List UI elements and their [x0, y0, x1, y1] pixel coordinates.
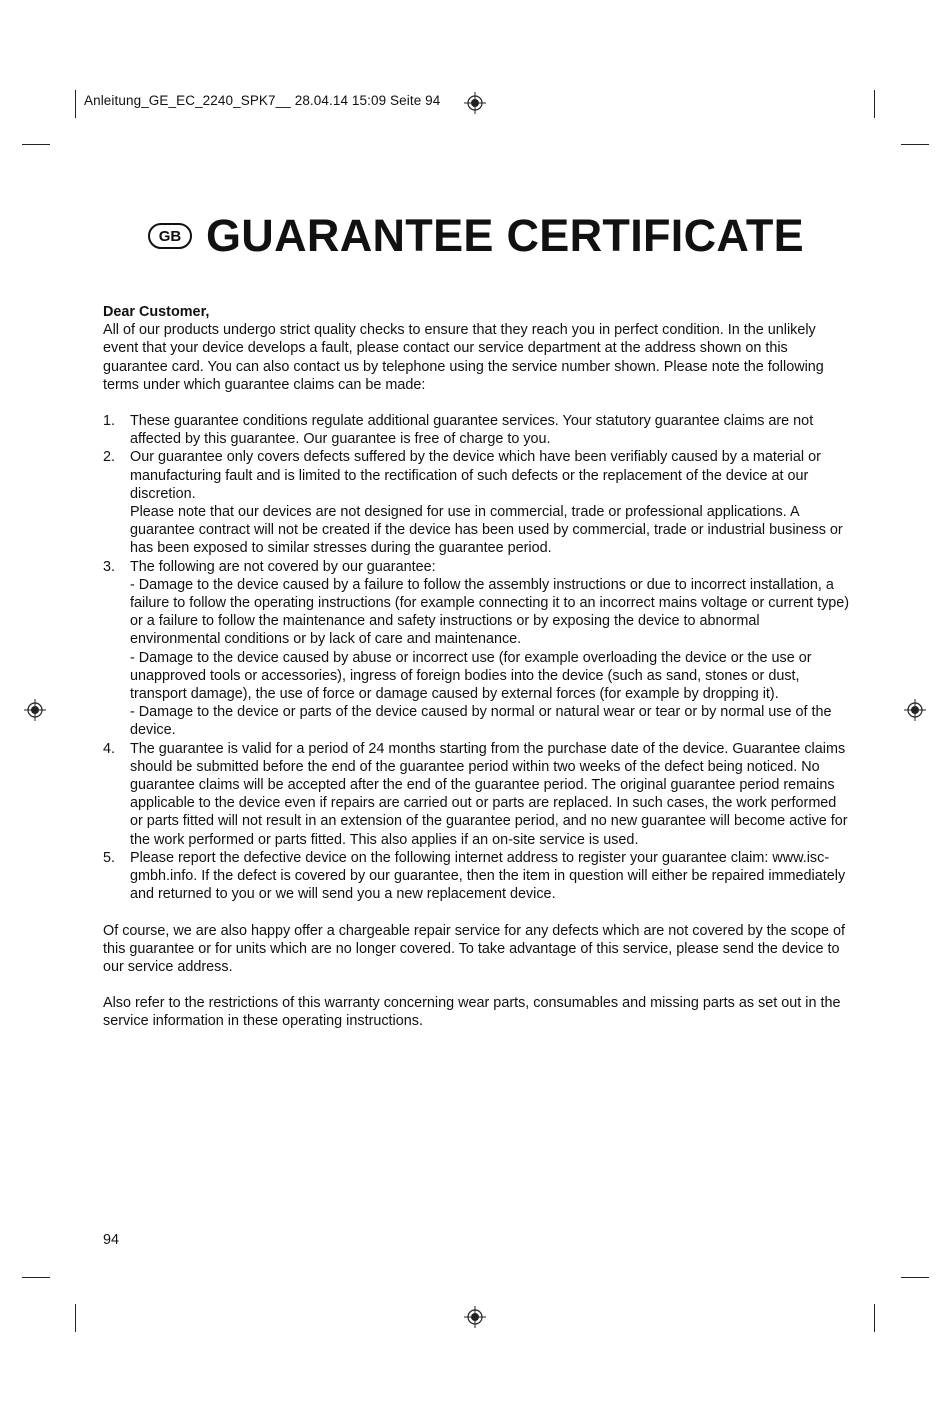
crop-mark [22, 144, 50, 145]
repair-paragraph: Of course, we are also happy offer a chargeable repair service for any defects which are not covered by the scope of this guarantee or for units which are no longer covered. To take advantage of this service, please send the device to our service address. [103, 922, 846, 975]
list-paragraph: Please report the defective device on the following internet address to register your guarantee claim: www.isc-gmbh.info. If the defect is covered by our guarantee, then the item in question will either be repaired immediately and returned to you or we will send you a new replacement device. [130, 849, 846, 903]
list-item-body [130, 558, 851, 740]
list-paragraph: The guarantee is valid for a period of 24 months starting from the purchase date of the device. Guarantee claims should be submitted before the end of the guarantee period within two weeks of the defect being noticed. No guarantee claims will be accepted after the end of the guarantee period. The original guarantee period remains applicable to the device even if repairs are carried out or parts are replaced. In such cases, the work performed or parts fitted will not result in an extension of the guarantee period, and no new guarantee will become active for the work performed or parts fitted. This also applies if an on-site service is used. [130, 740, 848, 848]
crop-mark [901, 1277, 929, 1278]
intro-paragraph: All of our products undergo strict quality checks to ensure that they reach you in perfect condition. In the unlikely event that your device develops a fault, please contact our service department at the address shown on this guarantee card. You can also contact us by telephone using the service number shown. Please note the following terms under which guarantee claims can be made: [103, 322, 824, 393]
list-item-body [130, 448, 851, 557]
spacer [103, 976, 851, 994]
list-item-body [130, 849, 851, 904]
terms-list [103, 412, 851, 903]
crop-mark [874, 1304, 875, 1332]
spacer [103, 394, 851, 412]
list-item [103, 412, 851, 448]
crop-mark [874, 90, 875, 118]
print-header: Anleitung_GE_EC_2240_SPK7__ 28.04.14 15:09 Seite 94 [84, 93, 441, 108]
page-title: GUARANTEE CERTIFICATE [206, 210, 804, 261]
list-number: 5. [103, 849, 116, 866]
list-item [103, 448, 851, 557]
list-paragraph: - Damage to the device caused by a failure to follow the assembly instructions or due to incorrect installation, a failure to follow the operating instructions (for example connecting it to an incorrect mains voltage or current type) or a failure to follow the maintenance and safety instructions or by exposing the device to abnormal environmental conditions or by lack of care and maintenance. [130, 576, 850, 648]
list-item [103, 558, 851, 740]
list-paragraph: Our guarantee only covers defects suffered by the device which have been verifiably caused by a material or manufacturing fault and is limited to the rectification of such defects or the replacement of the device at our discretion. [130, 449, 821, 502]
registration-mark-icon [904, 699, 926, 721]
language-badge: GB [148, 223, 192, 249]
list-number: 2. [103, 449, 116, 466]
restrictions-paragraph: Also refer to the restrictions of this warranty concerning wear parts, consumables and missing parts as set out in the service information in these operating instructions. [103, 995, 841, 1030]
registration-mark-icon [464, 92, 486, 114]
spacer [103, 904, 851, 922]
list-number: 3. [103, 558, 116, 575]
list-paragraph: The following are not covered by our guarantee: [130, 558, 436, 575]
registration-mark-icon [24, 699, 46, 721]
list-item [103, 740, 851, 849]
list-paragraph: These guarantee conditions regulate additional guarantee services. Your statutory guarantee claims are not affected by this guarantee. Our guarantee is free of charge to you. [130, 413, 814, 448]
crop-mark [22, 1277, 50, 1278]
list-number: 1. [103, 413, 116, 430]
page-number: 94 [103, 1232, 120, 1248]
title-block [148, 208, 804, 264]
crop-mark [901, 144, 929, 145]
list-number: 4. [103, 740, 116, 757]
list-paragraph: Please note that our devices are not designed for use in commercial, trade or professional applications. A guarantee contract will not be created if the device has been used by commercial, trade or industrial business or has been exposed to similar stresses during the guarantee period. [130, 504, 843, 557]
list-item-body [130, 412, 851, 448]
list-item-body [130, 740, 851, 849]
list-paragraph: - Damage to the device or parts of the device caused by normal or natural wear or tear or by normal use of the device. [130, 704, 832, 739]
crop-mark [75, 1304, 76, 1332]
list-item [103, 849, 851, 904]
document-body [103, 303, 851, 1031]
crop-mark [75, 90, 76, 118]
registration-mark-icon [464, 1306, 486, 1328]
greeting: Dear Customer, [103, 304, 210, 320]
list-paragraph: - Damage to the device caused by abuse or incorrect use (for example overloading the device or the use or unapproved tools or accessories), ingress of foreign bodies into the device (such as sand, stones or dust, transport damage), the use of force or damage caused by external forces (for example by dropping it). [130, 649, 812, 703]
